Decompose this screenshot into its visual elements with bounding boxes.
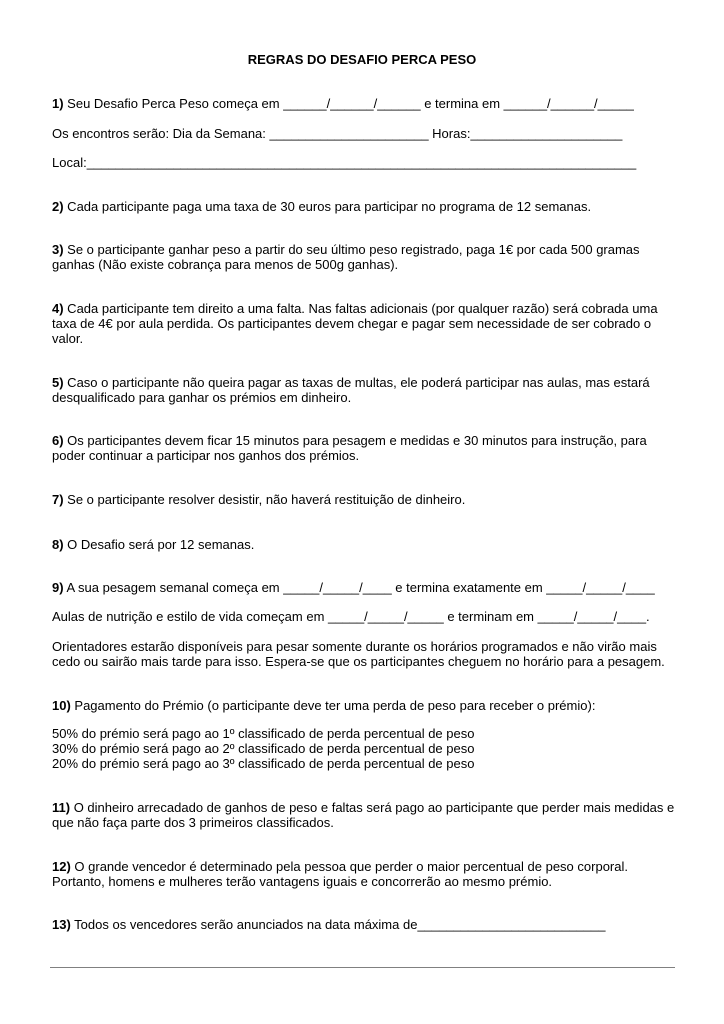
rule-2 [52, 199, 682, 214]
prize-third-place [52, 756, 682, 771]
rule-text: Local:____________________________________________________________________________ [52, 155, 637, 170]
rule-5 [52, 375, 682, 405]
rule-text: A sua pesagem semanal começa em _____/_____/____ e termina exatamente em _____/_____/____ [63, 580, 655, 595]
rule-4 [52, 301, 682, 346]
rule-text: Todos os vencedores serão anunciados na data máxima de__________________________ [70, 917, 606, 932]
prize-second-place [52, 741, 682, 756]
rule-text: O dinheiro arrecadado de ganhos de peso e faltas será pago ao participante que perder mais medidas e que não faça parte dos 3 primeiros classificados. [52, 800, 675, 830]
rule-1 [52, 96, 682, 111]
rule-number: 5) [52, 375, 64, 390]
rule-number: 12) [52, 859, 71, 874]
rule-text: Cada participante tem direito a uma falta. Nas faltas adicionais (por qualquer razão) será cobrada uma taxa de 4€ por aula perdida. Os participantes devem chegar e pagar sem necessidade de ser cobrado o valor. [52, 301, 658, 346]
rule-text: 30% do prémio será pago ao 2º classificado de perda percentual de peso [52, 741, 475, 756]
prize-first-place [52, 726, 682, 741]
meeting-schedule-line [52, 126, 682, 141]
rule-text: 50% do prémio será pago ao 1º classificado de perda percentual de peso [52, 726, 475, 741]
rule-12 [52, 859, 682, 889]
rule-13 [52, 917, 682, 932]
footer-divider [50, 967, 675, 968]
rule-text: O Desafio será por 12 semanas. [63, 537, 255, 552]
rule-number: 11) [52, 800, 71, 815]
rule-text: Os participantes devem ficar 15 minutos para pesagem e medidas e 30 minutos para instrução, para poder continuar a participar nos ganhos dos prémios. [52, 433, 647, 463]
rule-text: Aulas de nutrição e estilo de vida começam em _____/_____/_____ e terminam em _____/_____/____. [52, 609, 650, 624]
rule-number: 3) [52, 242, 64, 257]
nutrition-classes-line [52, 609, 682, 624]
rule-number: 9) [52, 580, 64, 595]
rule-text: Cada participante paga uma taxa de 30 euros para participar no programa de 12 semanas. [63, 199, 592, 214]
rule-number: 8) [52, 537, 64, 552]
rule-number: 7) [52, 492, 64, 507]
rule-number: 1) [52, 96, 64, 111]
rule-text: Se o participante resolver desistir, não haverá restituição de dinheiro. [63, 492, 466, 507]
rule-11 [52, 800, 682, 830]
rule-9 [52, 580, 682, 595]
rule-8 [52, 537, 682, 552]
rule-number: 13) [52, 917, 71, 932]
rule-text: Pagamento do Prémio (o participante deve ter uma perda de peso para receber o prémio): [70, 698, 596, 713]
rule-text: Caso o participante não queira pagar as taxas de multas, ele poderá participar nas aulas, mas estará desqualificado para ganhar os prémios em dinheiro. [52, 375, 650, 405]
rule-text: Se o participante ganhar peso a partir do seu último peso registrado, paga 1€ por cada 500 gramas ganhas (Não existe cobrança para menos de 500g ganhas). [52, 242, 640, 272]
rule-number: 10) [52, 698, 71, 713]
rule-number: 4) [52, 301, 64, 316]
rule-text: Os encontros serão: Dia da Semana: ______________________ Horas:_____________________ [52, 126, 623, 141]
rule-text: Seu Desafio Perca Peso começa em ______/______/______ e termina em ______/______/_____ [63, 96, 634, 111]
instructors-note [52, 639, 682, 669]
rule-text: Orientadores estarão disponíveis para pesar somente durante os horários programados e não virão mais cedo ou sairão mais tarde para isso. Espera-se que os participantes cheguem no horário para a pesagem. [52, 639, 665, 669]
rule-10 [52, 698, 682, 713]
rule-text: 20% do prémio será pago ao 3º classificado de perda percentual de peso [52, 756, 475, 771]
rule-3 [52, 242, 682, 272]
rule-6 [52, 433, 682, 463]
rule-text: O grande vencedor é determinado pela pessoa que perder o maior percentual de peso corporal. Portanto, homens e mulheres terão vantagens iguais e concorrerão ao mesmo prémio. [52, 859, 628, 889]
location-line [52, 155, 682, 170]
page-title: REGRAS DO DESAFIO PERCA PESO [247, 52, 477, 67]
rule-7 [52, 492, 682, 507]
rule-number: 6) [52, 433, 64, 448]
rule-number: 2) [52, 199, 64, 214]
